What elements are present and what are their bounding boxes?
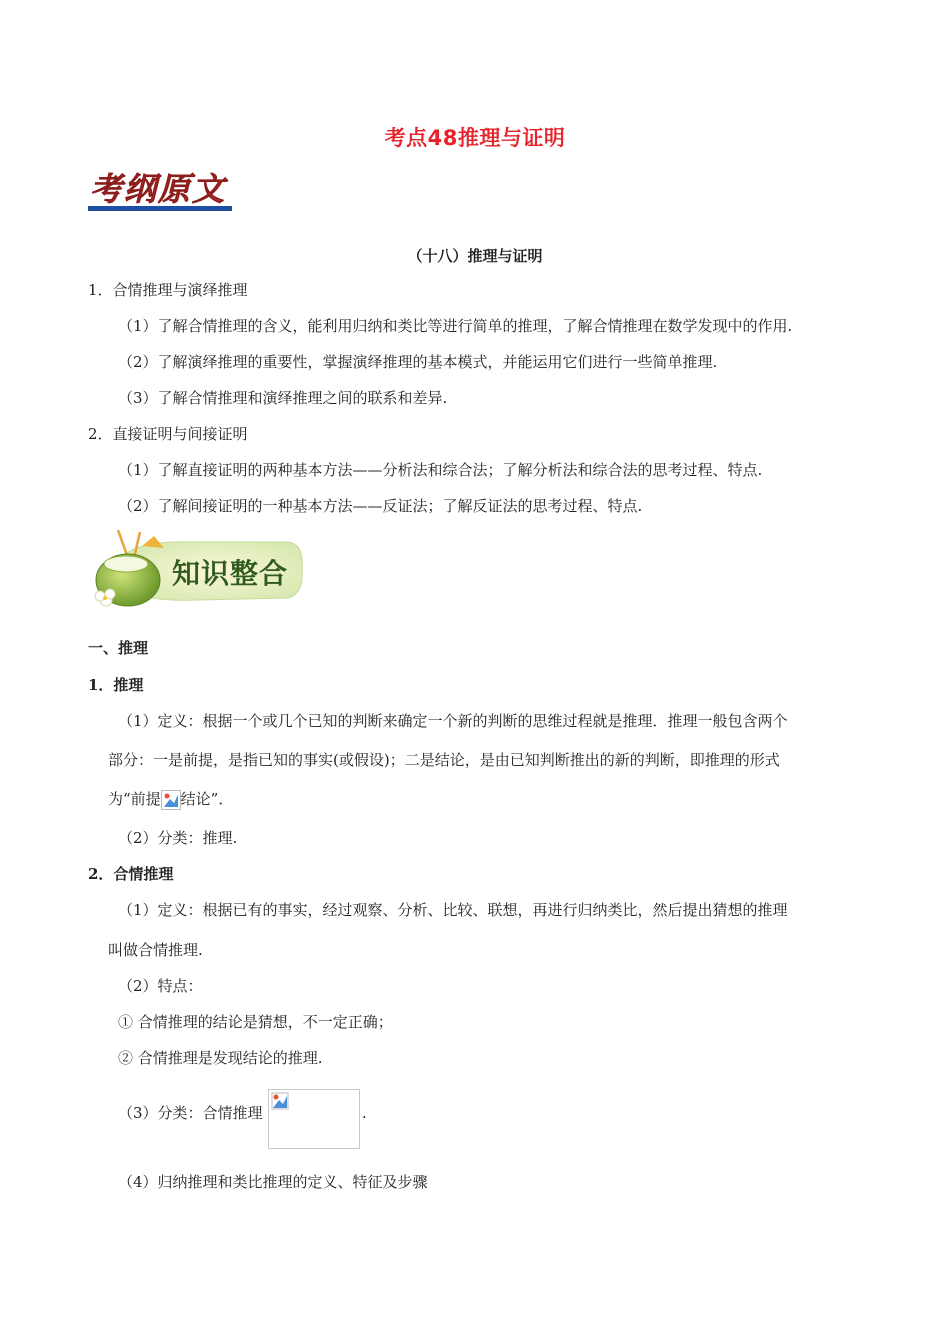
syllabus-item: （1）了解直接证明的两种基本方法——分析法和综合法；了解分析法和综合法的思考过程、特点. — [118, 461, 763, 479]
section-heading: 一、推理 — [88, 639, 149, 657]
subsection-heading: 2．合情推理 — [88, 865, 174, 883]
paragraph-text: . — [362, 1104, 367, 1122]
list-item: ② 合情推理是发现结论的推理. — [118, 1049, 323, 1067]
paragraph-text: 结论”． — [180, 790, 234, 808]
paragraph-line: （1）定义：根据一个或几个已知的判断来确定一个新的判断的思维过程就是推理．推理一般包含两个 — [118, 712, 788, 730]
syllabus-item: （1）了解合情推理的含义，能利用归纳和类比等进行简单的推理，了解合情推理在数学发现中的作用. — [118, 317, 793, 335]
syllabus-item: 1．合情推理与演绎推理 — [88, 281, 248, 299]
paragraph-line: （1）定义：根据已有的事实，经过观察、分析、比较、联想，再进行归纳类比，然后提出猜想的推理 — [118, 901, 788, 919]
paragraph-line — [108, 789, 233, 810]
knowledge-banner-text: 知识整合 — [172, 557, 289, 590]
list-item: ① 合情推理的结论是猜想，不一定正确； — [118, 1013, 393, 1031]
exam-outline-banner — [86, 166, 234, 216]
syllabus-item: 2．直接证明与间接证明 — [88, 425, 248, 443]
broken-image-icon — [271, 1092, 289, 1110]
syllabus-item: （3）了解合情推理和演绎推理之间的联系和差异. — [118, 389, 448, 407]
paragraph-line: （4）归纳推理和类比推理的定义、特征及步骤 — [118, 1173, 428, 1191]
paragraph-line: 叫做合情推理. — [108, 941, 203, 959]
exam-outline-banner-text: 考纲原文 — [90, 170, 227, 208]
syllabus-heading: （十八）推理与证明 — [407, 247, 543, 265]
syllabus-item: （2）了解演绎推理的重要性，掌握演绎推理的基本模式，并能运用它们进行一些简单推理. — [118, 353, 718, 371]
image-placeholder — [268, 1089, 360, 1149]
page-title: 考点48推理与证明 — [384, 126, 566, 150]
coconut-icon — [95, 530, 164, 606]
paragraph-line: （2）分类：推理. — [118, 829, 238, 847]
paragraph-text: 为“前提 — [108, 790, 161, 808]
paragraph-line: 部分：一是前提，是指已知的事实(或假设)；二是结论，是由已知判断推出的新的判断，即推理的形式 — [108, 751, 780, 769]
subsection-heading: 1．推理 — [88, 676, 144, 694]
syllabus-item: （2）了解间接证明的一种基本方法——反证法；了解反证法的思考过程、特点. — [118, 497, 643, 515]
knowledge-banner — [88, 528, 306, 614]
paragraph-line: （3）分类：合情推理 — [118, 1104, 263, 1122]
broken-image-icon — [161, 790, 181, 810]
paragraph-line: （2）特点： — [118, 977, 203, 995]
